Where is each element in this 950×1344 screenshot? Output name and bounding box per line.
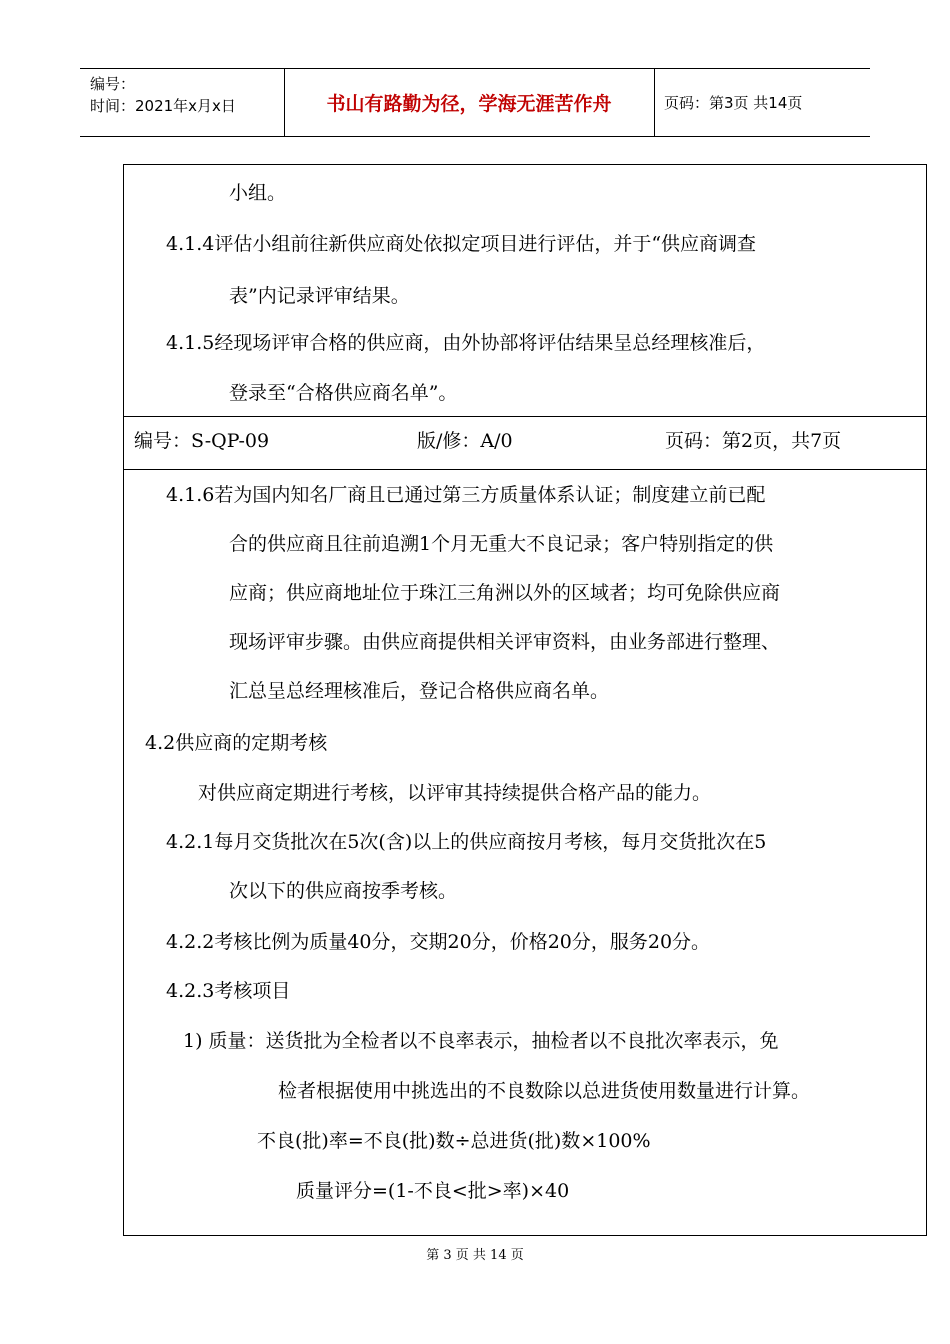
text-line: 次以下的供应商按季考核。 — [229, 880, 458, 902]
text-line: 登录至“合格供应商名单”。 — [229, 382, 458, 404]
text-line: 4.1.4评估小组前往新供应商处依拟定项目进行评估，并于“供应商调查 — [166, 233, 757, 255]
text-line: 表”内记录评审结果。 — [229, 285, 410, 307]
text-line: 现场评审步骤。由供应商提供相关评审资料，由业务部进行整理、 — [229, 631, 781, 653]
header-left — [90, 73, 236, 117]
text-line: 小组。 — [229, 182, 287, 204]
text-line: 1) 质量：送货批为全检者以不良率表示，抽检者以不良批次率表示，免 — [183, 1030, 779, 1052]
text-line: 4.2.1每月交货批次在5次(含)以上的供应商按月考核，每月交货批次在5 — [166, 831, 767, 853]
doc-version: 版/修：A/0 — [417, 430, 513, 452]
formula-line: 质量评分=(1-不良<批>率)×40 — [296, 1180, 570, 1202]
text-line: 应商；供应商地址位于珠江三角洲以外的区域者；均可免除供应商 — [229, 582, 781, 604]
text-line: 对供应商定期进行考核，以评审其持续提供合格产品的能力。 — [198, 782, 712, 804]
page-header — [80, 68, 870, 137]
page-footer: 第 3 页 共 14 页 — [426, 1248, 524, 1263]
section-heading: 4.2供应商的定期考核 — [145, 732, 328, 754]
text-line: 4.2.3考核项目 — [166, 980, 291, 1002]
text-line: 汇总呈总经理核准后，登记合格供应商名单。 — [229, 680, 610, 702]
meta-rule-top — [124, 416, 926, 417]
header-number: 编号： — [90, 75, 136, 93]
meta-rule-bottom — [124, 469, 926, 470]
doc-page: 页码：第2页，共7页 — [665, 430, 842, 452]
formula-line: 不良(批)率=不良(批)数÷总进货(批)数×100% — [257, 1130, 651, 1152]
text-line: 4.1.5经现场评审合格的供应商，由外协部将评估结果呈总经理核准后， — [166, 332, 766, 354]
header-motto: 书山有路勤为径，学海无涯苦作舟 — [326, 93, 612, 115]
header-divider — [654, 69, 655, 136]
header-time: 时间：2021年x月x日 — [90, 97, 236, 115]
text-line: 4.2.2考核比例为质量40分，交期20分，价格20分，服务20分。 — [166, 931, 711, 953]
text-line: 合的供应商且往前追溯1个月无重大不良记录；客户特别指定的供 — [229, 533, 774, 555]
doc-code: 编号：S-QP-09 — [134, 430, 270, 452]
text-line: 检者根据使用中挑选出的不良数除以总进货使用数量进行计算。 — [278, 1080, 811, 1102]
header-page-info: 页码：第3页 共14页 — [664, 94, 803, 112]
text-line: 4.1.6若为国内知名厂商且已通过第三方质量体系认证；制度建立前已配 — [166, 484, 766, 506]
